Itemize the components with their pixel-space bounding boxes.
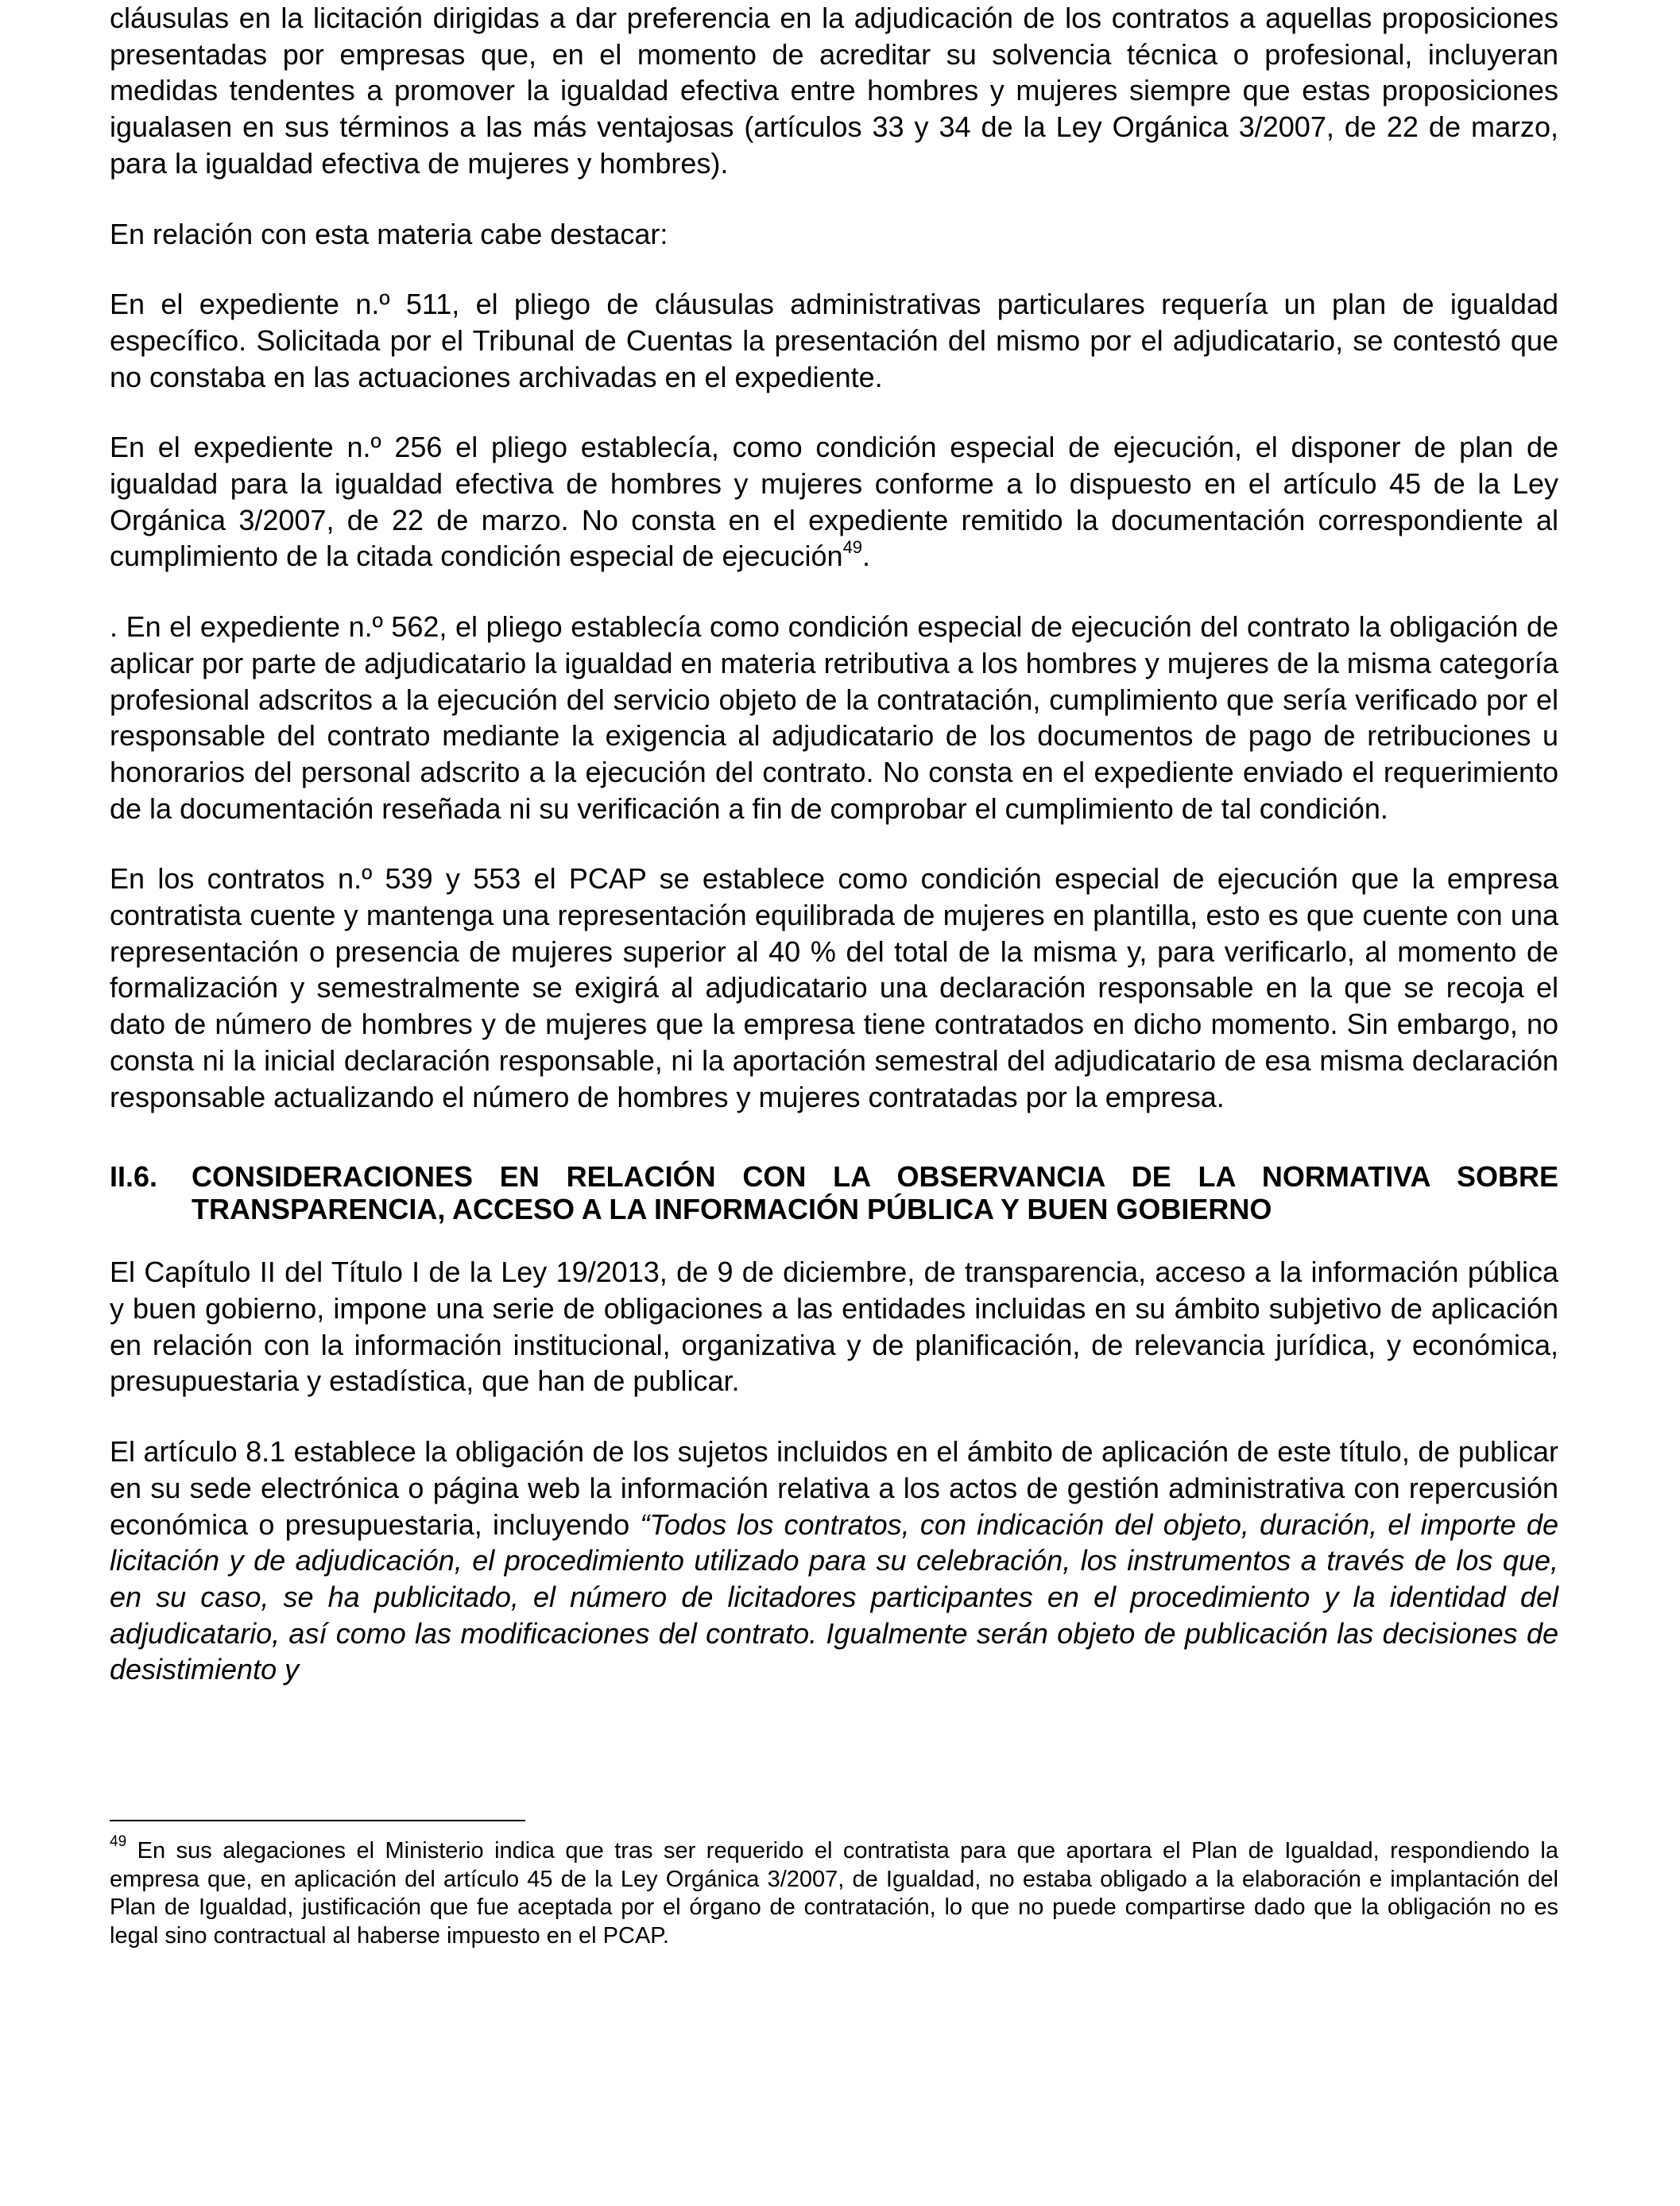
paragraph-contratos-539-553: En los contratos n.º 539 y 553 el PCAP se establece como condición especial de ejecución que la empresa contratista cuente y mantenga una representación equilibrada de mujeres en plantilla, esto es que cuente con una representación o presencia de mujeres superior al 40 % del total de la misma y, para verificarlo, al momento de formalización y semestralmente se exigirá al adjudicatario una declaración responsable en la que se recoja el dato de número de hombres y de mujeres que la empresa tiene contratados en dicho momento. Sin embargo, no consta ni la inicial declaración responsable, ni la aportación semestral del adjudicatario de esa misma declaración responsable actualizando el número de hombres y mujeres contratadas por la empresa.	[110, 862, 1558, 1113]
section-title: CONSIDERACIONES EN RELACIÓN CON LA OBSERVANCIA DE LA NORMATIVA SOBRE TRANSPARENCIA, ACCESO A LA INFORMACIÓN PÚBLICA Y BUEN GOBIERNO	[192, 1160, 1558, 1226]
footnote-text: En sus alegaciones el Ministerio indica que tras ser requerido el contratista para que aportara el Plan de Igualdad, respondiendo la empresa que, en aplicación del artículo 45 de la Ley Orgánica 3/2007, de Igualdad, no estaba obligado a la elaboración e implantación del Plan de Igualdad, justificación que fue aceptada por el órgano de contratación, lo que no puede compartirse dado que la obligación no es legal sino contractual al haberse impuesto en el PCAP.	[110, 1838, 1558, 1949]
paragraph-articulo-8-1	[110, 1434, 1558, 1688]
document-body	[110, 0, 1558, 1688]
paragraph-expediente-562: . En el expediente n.º 562, el pliego establecía como condición especial de ejecución del contrato la obligación de aplicar por parte de adjudicatario la igualdad en materia retributiva a los hombres y mujeres de la misma categoría profesional adscritos a la ejecución del servicio objeto de la contratación, cumplimiento que sería verificado por el responsable del contrato mediante la exigencia al adjudicatario de los documentos de pago de retribuciones u honorarios del personal adscrito a la ejecución del contrato. No consta en el expediente enviado el requerimiento de la documentación reseñada ni su verificación a fin de comprobar el cumplimiento de tal condición.	[110, 610, 1558, 825]
paragraph-materia: En relación con esta materia cabe destacar:	[110, 217, 668, 250]
paragraph-expediente-256-end: .	[862, 540, 871, 573]
paragraph-capitulo-ii: El Capítulo II del Título I de la Ley 19/2013, de 9 de diciembre, de transparencia, acceso a la información pública y buen gobierno, impone una serie de obligaciones a las entidades incluidas en su ámbito subjetivo de aplicación en relación con la información institucional, organizativa y de planificación, de relevancia jurídica, y económica, presupuestaria y estadística, que han de publicar.	[110, 1256, 1558, 1398]
paragraph-articulo-8-1-quote: “Todos los contratos, con indicación del objeto, duración, el importe de licitación y de adjudicación, el procedimiento utilizado para su celebración, los instrumentos a través de los que, en su caso, se ha publicitado, el número de licitadores participantes en el procedimiento y la identidad del adjudicatario, así como las modificaciones del contrato. Igualmente serán objeto de publicación las decisiones de desistimiento y	[110, 1507, 1558, 1686]
paragraph-expediente-256	[110, 429, 1558, 575]
paragraph-expediente-256-text: En el expediente n.º 256 el pliego establecía, como condición especial de ejecución, el disponer de plan de igualdad para la igualdad efectiva de hombres y mujeres conforme a lo dispuesto en el artículo 45 de la Ley Orgánica 3/2007, de 22 de marzo. No consta en el expediente remitido la documentación correspondiente al cumplimiento de la citada condición especial de ejecución	[110, 431, 1558, 573]
section-number: II.6.	[110, 1160, 158, 1194]
paragraph-clausulas: cláusulas en la licitación dirigidas a dar preferencia en la adjudicación de los contratos a aquellas proposiciones presentadas por empresas que, en el momento de acreditar su solvencia técnica o profesional, incluyeran medidas tendentes a promover la igualdad efectiva entre hombres y mujeres siempre que estas proposiciones igualasen en sus términos a las más ventajosas (artículos 33 y 34 de la Ley Orgánica 3/2007, de 22 de marzo, para la igualdad efectiva de mujeres y hombres).	[110, 2, 1558, 180]
section-heading	[110, 1160, 1558, 1225]
paragraph-expediente-511: En el expediente n.º 511, el pliego de cláusulas administrativas particulares requería un plan de igualdad específico. Solicitada por el Tribunal de Cuentas la presentación del mismo por el adjudicatario, se contestó que no constaba en las actuaciones archivadas en el expediente.	[110, 288, 1558, 393]
paragraph-articulo-8-1-text: El artículo 8.1 establece la obligación de los sujetos incluidos en el ámbito de aplicación de este título, de publicar en su sede electrónica o página web la información relativa a los actos de gestión administrativa con repercusión económica o presupuestaria, incluyendo	[110, 1435, 1558, 1541]
footnote-separator	[110, 1820, 525, 1821]
footnote-49	[110, 1833, 1558, 1950]
footnote-ref-49[interactable]: 49	[842, 537, 863, 558]
footnote-number: 49	[110, 1833, 127, 1851]
